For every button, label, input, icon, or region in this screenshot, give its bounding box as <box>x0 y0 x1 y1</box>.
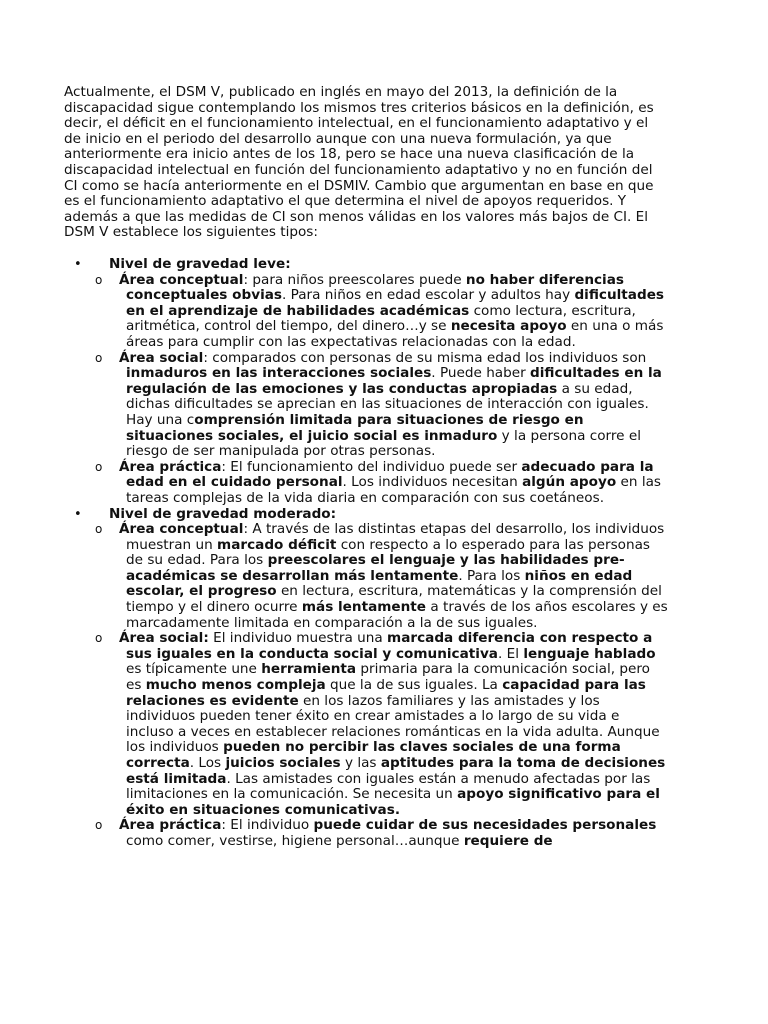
area-item <box>95 458 668 507</box>
body-text: : para niños preescolares puede <box>243 271 466 288</box>
area-paragraph <box>119 818 668 849</box>
area-item <box>95 817 668 849</box>
severity-level-list <box>64 257 668 850</box>
emphasis-text: adecuado para la edad en el cuidado personal <box>126 458 654 491</box>
bullet-circle-icon: o <box>95 350 103 365</box>
body-text: es típicamente une <box>126 661 262 678</box>
emphasis-text: necesita apoyo <box>450 318 567 335</box>
body-text: . Las amistades con iguales están a menudo afectadas por las limitaciones en la comunicación. Se necesita un <box>126 770 651 803</box>
emphasis-text: omprensión limitada para situaciones de riesgo en situaciones sociales, el juicio social es inmaduro <box>126 411 584 444</box>
body-text: . Para niños en edad escolar y adultos hay <box>282 287 575 304</box>
body-text: en lectura, escritura, matemáticas y la comprensión del tiempo y el dinero ocurre <box>126 583 662 616</box>
emphasis-text: inmaduros en las interacciones sociales <box>126 365 432 382</box>
area-paragraph <box>119 631 668 818</box>
area-item <box>95 630 668 818</box>
emphasis-text: dificultades en la regulación de las emociones y las conductas apropiadas <box>126 365 662 397</box>
emphasis-text: capacidad para las relaciones es evidente <box>126 677 646 709</box>
bullet-circle-icon: o <box>95 818 103 833</box>
emphasis-text: marcada diferencia con respecto a sus iguales en la conducta social y comunicativa <box>126 630 653 662</box>
emphasis-text: algún apoyo <box>522 474 617 491</box>
body-text: : comparados con personas de su misma edad los individuos son <box>203 349 647 366</box>
emphasis-text: más lentamente <box>301 599 427 616</box>
body-text: . El <box>497 645 524 662</box>
body-text: . Los <box>189 755 226 771</box>
bullet-circle-icon: o <box>95 631 103 646</box>
emphasis-text: puede cuidar de sus necesidades personales <box>313 817 657 834</box>
body-text: como comer, vestirse, higiene personal…aunque <box>126 832 464 849</box>
body-text: : El individuo <box>221 817 314 834</box>
emphasis-text: lenguaje hablado <box>523 645 656 662</box>
bullet-circle-icon: o <box>95 272 103 287</box>
emphasis-text: pueden no percibir las claves sociales de una forma correcta <box>126 739 621 771</box>
area-item <box>95 349 668 460</box>
area-paragraph <box>119 273 668 351</box>
emphasis-text: marcado déficit <box>217 536 337 553</box>
emphasis-text: herramienta <box>261 661 357 678</box>
emphasis-text: no haber diferencias conceptuales obvias <box>126 271 624 304</box>
bullet-circle-icon: o <box>95 522 103 537</box>
area-label: Área social <box>119 349 204 366</box>
area-label: Área conceptual <box>119 521 244 538</box>
area-paragraph <box>119 351 668 460</box>
area-label: Área práctica <box>119 817 222 834</box>
emphasis-text: niños en edad escolar, el progreso <box>126 567 633 600</box>
body-text: primaria para la comunicación social, pero es <box>126 661 650 694</box>
area-item <box>95 521 668 631</box>
emphasis-text: dificultades en el aprendizaje de habilidades académicas <box>126 287 665 319</box>
body-text: en las tareas complejas de la vida diaria en comparación con sus coetáneos. <box>126 474 662 506</box>
intro-paragraph: Actualmente, el DSM V, publicado en inglés en mayo del 2013, la definición de la discapacidad sigue contemplando los mismos tres criterios básicos en la definición, es decir, el déficit en el funcionamiento intelectual, en el funcionamiento adaptativo y el de inicio en el periodo del desarrollo aunque con una nueva formulación, ya que anteriormente era inicio antes de los 18, pero se hace una nueva clasificación de la discapacidad intelectual en función del funcionamiento adaptativo y no en función del CI como se hacía anteriormente en el DSMIV. Cambio que argumentan en base en que es el funcionamiento adaptativo el que determina el nivel de apoyos requeridos. Y además a que las medidas de CI son menos válidas en los valores más bajos de CI. El DSM V establece los siguientes tipos: <box>64 84 654 241</box>
area-list <box>95 271 668 507</box>
emphasis-text: mucho menos compleja <box>145 677 326 694</box>
emphasis-text: preescolares el lenguaje y las habilidades pre-académicas se desarrollan más lentamente <box>126 552 625 584</box>
body-text: como lectura, escritura, aritmética, control del tiempo, del dinero…y se <box>126 302 636 335</box>
body-text: El individuo muestra una <box>208 630 388 647</box>
emphasis-text: apoyo significativo para el éxito en situaciones comunicativas. <box>126 786 660 818</box>
area-list <box>95 521 668 849</box>
body-text: y las <box>340 755 381 771</box>
area-label: Área conceptual <box>119 271 244 288</box>
bullet-disc-icon: • <box>74 257 82 272</box>
body-text: en los lazos familiares y las amistades y los individuos pueden tener éxito en crear amistades a lo largo de su vida e incluso a veces en establecer relaciones románticas en la vida adulta. Aunque los individuos <box>126 692 660 756</box>
emphasis-text: juicios sociales <box>225 755 341 771</box>
severity-level-item <box>64 507 668 850</box>
area-label: Área social: <box>119 630 209 647</box>
body-text: en una o más áreas para cumplir con las expectativas relacionadas con la edad. <box>126 318 664 350</box>
emphasis-text: aptitudes para la toma de decisiones está limitada <box>126 755 666 787</box>
emphasis-text: requiere de <box>463 832 553 849</box>
area-paragraph <box>119 522 668 631</box>
area-item <box>95 271 668 351</box>
body-text: : El funcionamiento del individuo puede ser <box>221 458 522 475</box>
bullet-circle-icon: o <box>95 459 103 474</box>
body-text: . Para los <box>458 567 525 584</box>
bullet-disc-icon: • <box>74 506 82 522</box>
body-text: : A través de las distintas etapas del desarrollo, los individuos muestran un <box>126 521 665 553</box>
area-paragraph <box>119 460 668 507</box>
severity-level-item <box>64 257 668 507</box>
severity-level-title: Nivel de gravedad leve: <box>109 256 291 272</box>
body-text: a través de los años escolares y es marcadamente limitada en comparación a la de sus iguales. <box>126 599 668 631</box>
body-text: con respecto a lo esperado para las personas de su edad. Para los <box>126 536 651 569</box>
severity-level-title: Nivel de gravedad moderado: <box>109 505 337 522</box>
body-text: . Los individuos necesitan <box>342 474 523 491</box>
body-text: . Puede haber <box>431 365 531 382</box>
body-text: y la persona corre el riesgo de ser manipulada por otras personas. <box>126 427 641 460</box>
body-text: a su edad, dichas dificultades se aprecian en las situaciones de interacción con iguales. Hay una c <box>126 380 649 428</box>
area-label: Área práctica <box>119 458 222 475</box>
body-text: que la de sus iguales. La <box>325 677 503 694</box>
